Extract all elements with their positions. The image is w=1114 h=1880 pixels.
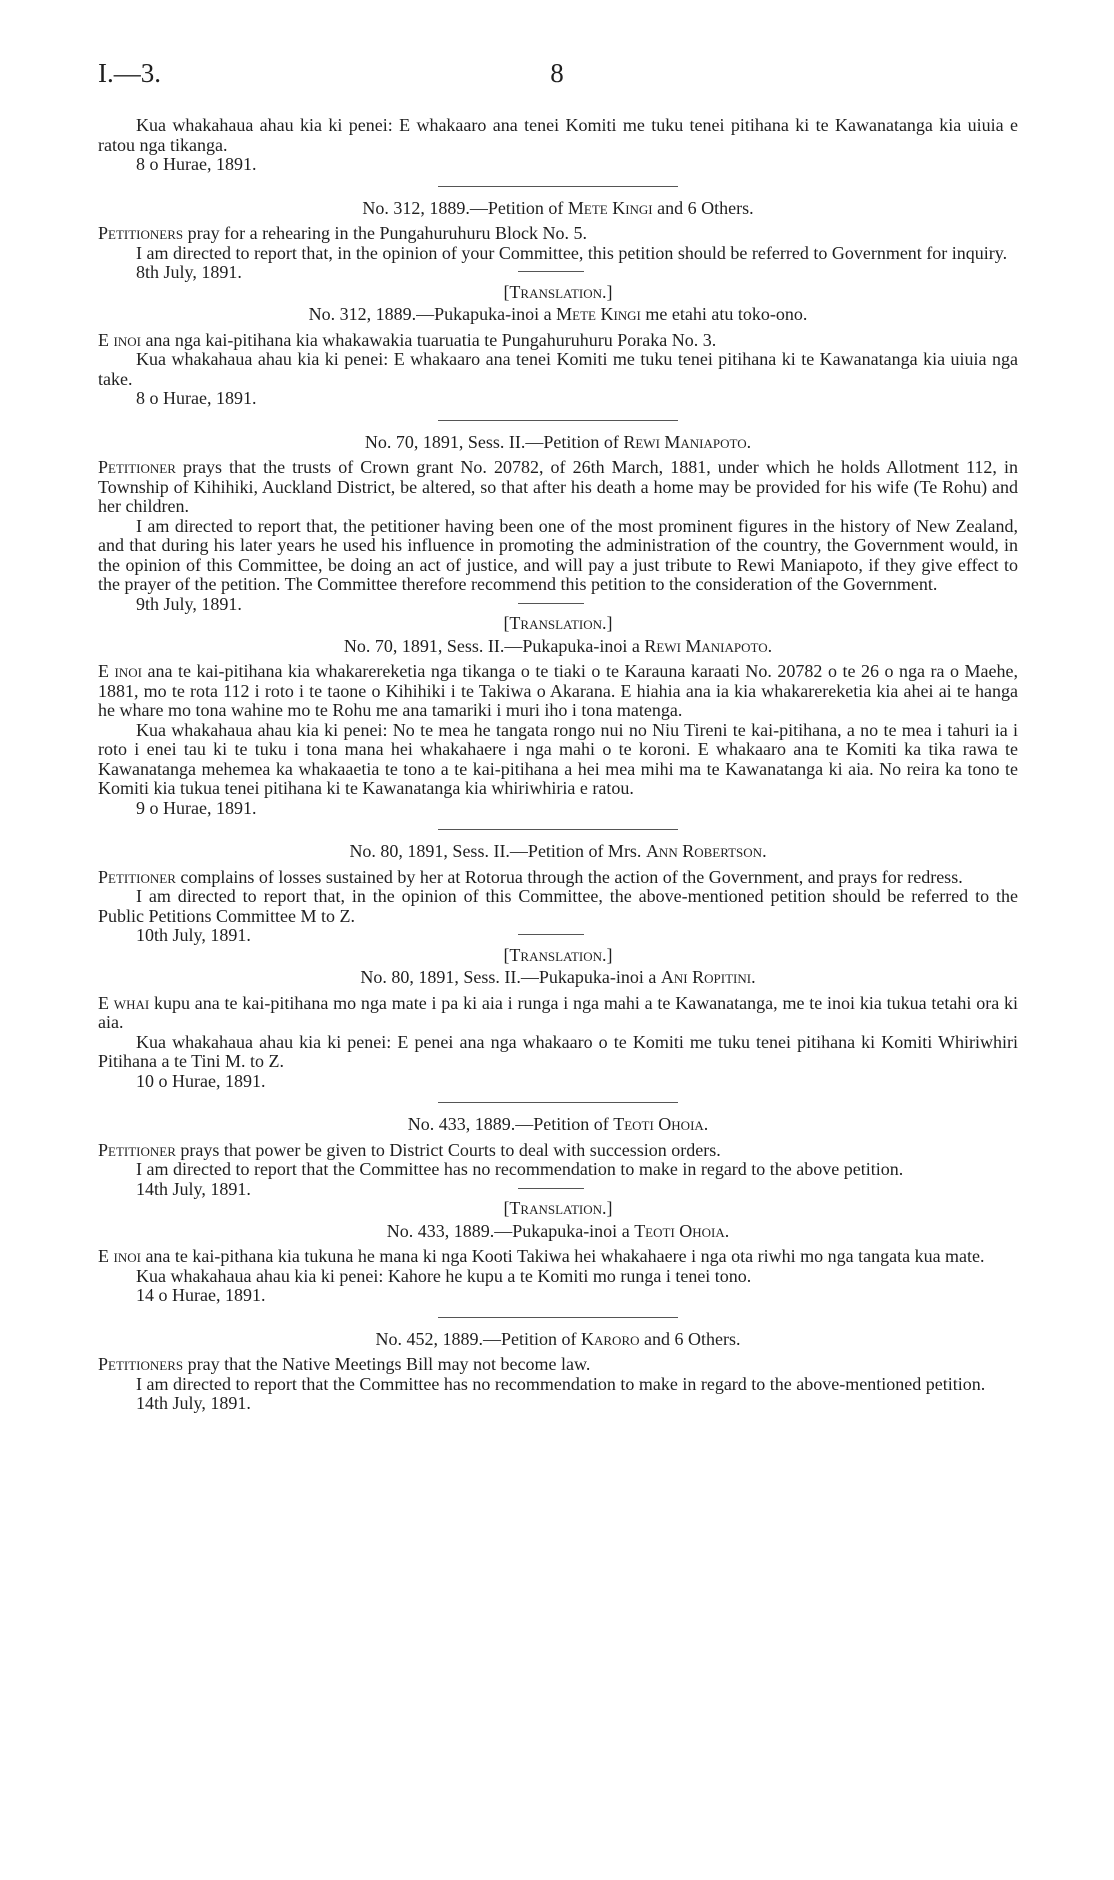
translation-date: 10 o Hurae, 1891. — [136, 1070, 266, 1091]
page-header — [98, 58, 1016, 88]
translation-label: [Translation.] — [503, 613, 613, 633]
section-divider — [438, 829, 678, 830]
translation-heading: No. 433, 1889.—Pukapuka-inoi a Teoti Ohoia. — [386, 1220, 730, 1241]
short-divider — [518, 934, 584, 935]
translation-label: [Translation.] — [503, 281, 613, 302]
report-date: 14th July, 1891. — [136, 1393, 251, 1413]
petition-heading: No. 433, 1889.—Petition of Teoti Ohoia. — [407, 1114, 709, 1134]
translation-heading: No. 80, 1891, Sess. II.—Pukapuka-inoi a Ani Ropitini. — [360, 967, 756, 987]
translation-date: 14 o Hurae, 1891. — [136, 1285, 266, 1305]
petition-433 — [98, 1115, 1018, 1306]
translation-heading: No. 70, 1891, Sess. II.—Pukapuka-inoi a Rewi Maniapoto. — [343, 635, 773, 656]
report-date: 9th July, 1891. — [98, 595, 1018, 615]
short-divider — [518, 1188, 584, 1189]
petition-heading: No. 70, 1891, Sess. II.—Petition of Rewi Maniapoto. — [364, 431, 752, 452]
petition-prayer: Petitioners pray for a rehearing in the Pungahuruhuru Block No. 5. — [98, 223, 588, 243]
petition-prayer: Petitioners pray that the Native Meetings Bill may not become law. — [98, 1354, 591, 1374]
intro-date: 8 o Hurae, 1891. — [136, 154, 257, 174]
section-divider — [438, 186, 678, 187]
committee-report: I am directed to report that the Committee has no recommendation to make in regard to the above-mentioned petition. — [136, 1373, 986, 1394]
committee-report: I am directed to report that, the petitioner having been one of the most prominent figures in the history of New Zealand, and that during his later years he used his influence in promoting the administration of the country, the Government would, in the opinion of this Committee, be doing an act of justice, and will pay a just tribute to Rewi Maniapoto, if they give effect to the prayer of the petition. The Committee therefore recommend this petition to the consideration of the Government. — [98, 515, 1018, 594]
petition-prayer: Petitioner complains of losses sustained by her at Rotorua through the action of the Government, and prays for redress. — [98, 866, 963, 887]
committee-report: I am directed to report that, in the opinion of your Committee, this petition should be referred to Government for inquiry. — [136, 242, 1008, 263]
short-divider — [518, 271, 584, 272]
section-divider — [438, 420, 678, 421]
intro-paragraph: Kua whakahaua ahau kia ki penei: E whakaaro ana tenei Komiti me tuku tenei pitihana ki te Kawanatanga kia uiuia e ratou nga tikanga. — [98, 115, 1018, 155]
petition-312 — [98, 199, 1018, 409]
short-divider — [518, 603, 584, 604]
report-date: 10th July, 1891. — [98, 926, 1018, 946]
report-date: 8th July, 1891. — [98, 263, 1018, 283]
page-number: 8 — [550, 58, 564, 88]
translation-label: [Translation.] — [503, 1198, 613, 1218]
petition-70 — [98, 433, 1018, 819]
petition-heading: No. 452, 1889.—Petition of Karoro and 6 Others. — [375, 1328, 741, 1349]
petition-heading: No. 312, 1889.—Petition of Mete Kingi and 6 Others. — [362, 197, 754, 218]
section-divider — [438, 1317, 678, 1318]
translation-heading: No. 312, 1889.—Pukapuka-inoi a Mete Kingi me etahi atu toko-ono. — [308, 304, 808, 324]
report-date: 14th July, 1891. — [98, 1180, 1018, 1200]
translation-label: [Translation.] — [503, 944, 613, 965]
committee-report: I am directed to report that, in the opinion of this Committee, the above-mentioned petition should be referred to the Public Petitions Committee M to Z. — [98, 886, 1018, 926]
petition-prayer: Petitioner prays that power be given to District Courts to deal with succession orders. — [98, 1139, 721, 1160]
page-reference: I.—3. — [98, 58, 161, 88]
translation-report: Kua whakahaua ahau kia ki penei: Kahore he kupu a te Komiti mo runga i tenei tono. — [136, 1265, 752, 1286]
translation-date: 8 o Hurae, 1891. — [136, 388, 257, 408]
document-body — [98, 116, 1018, 1414]
translation-report: Kua whakahaua ahau kia ki penei: E penei ana nga whakaaro o te Komiti me tuku tenei pitihana ki Komiti Whiriwhiri Pitihana a te Tini M. to Z. — [98, 1031, 1018, 1071]
petition-80 — [98, 842, 1018, 1091]
petition-heading: No. 80, 1891, Sess. II.—Petition of Mrs. Ann Robertson. — [349, 841, 767, 861]
translation-prayer: E whai kupu ana te kai-pitihana mo nga mate i pa ki aia i runga i nga mahi a te Kawanatanga, me te inoi kia tukua tetahi ora ki aia. — [98, 992, 1018, 1032]
translation-prayer: E inoi ana nga kai-pitihana kia whakawakia tuaruatia te Pungahuruhuru Poraka No. 3. — [98, 329, 717, 350]
translation-prayer: E inoi ana te kai-pitihana kia whakarereketia nga tikanga o te tiaki o te Karauna karaati No. 20782 o te 26 o nga ra o Maehe, 1881, mo te rota 112 i roto i te taone o Kihihiki i te Takiwa o Akarana. E hiahia ana ia kia whakarereketia kia ahei ai te hanga he whare mo tona wahine mo te Rohu me ana tamariki i muri iho i tona matenga. — [98, 661, 1018, 720]
section-divider — [438, 1102, 678, 1103]
translation-report: Kua whakahaua ahau kia ki penei: E whakaaro ana tenei Komiti me tuku tenei pitihana ki te Kawanatanga kia uiuia nga take. — [98, 349, 1018, 389]
translation-prayer: E inoi ana te kai-pithana kia tukuna he mana ki nga Kooti Takiwa hei whakahaere i nga ota riwhi mo nga tangata kua mate. — [98, 1246, 985, 1266]
petition-452 — [98, 1330, 1018, 1414]
committee-report: I am directed to report that the Committee has no recommendation to make in regard to the above petition. — [136, 1159, 904, 1179]
translation-date: 9 o Hurae, 1891. — [136, 797, 257, 818]
translation-report: Kua whakahaua ahau kia ki penei: No te mea he tangata rongo nui no Niu Tireni te kai-pitihana, a no te mea i tahuri ia i roto i enei tau ki te tuku i tona mana hei whakahaere i nga mahi o te koroni. E whakaaro ana te Komiti ka tika rawa te Kawanatanga mehemea ka whakaaetia te tono a te kai-pitihana a hei mea mihi ma te Kawanatanga ki aia. No reira ka tono te Komiti kia tukua tenei pitihana ki te Kawanatanga kia whiriwhiria e ratou. — [98, 719, 1018, 798]
petition-prayer: Petitioner prays that the trusts of Crown grant No. 20782, of 26th March, 1881, under which he holds Allotment 112, in Township of Kihihiki, Auckland District, be altered, so that after his death a home may be provided for his wife (Te Rohu) and her children. — [98, 457, 1018, 516]
